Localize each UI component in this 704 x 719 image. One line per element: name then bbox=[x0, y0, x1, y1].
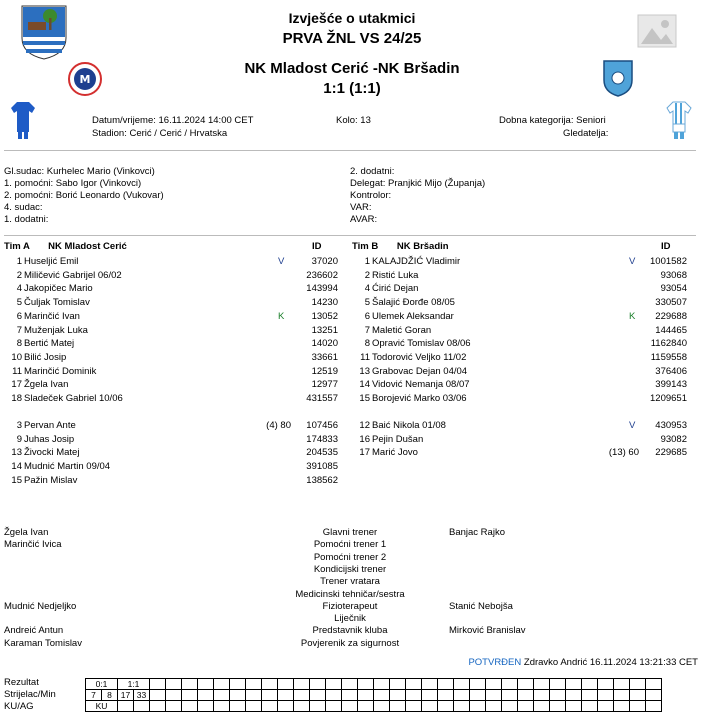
result-cell-empty bbox=[294, 679, 310, 690]
player-number: 11 bbox=[360, 351, 370, 363]
result-cell-empty bbox=[150, 679, 166, 690]
player-number: 5 bbox=[364, 297, 370, 309]
officials-line: Delegat: Pranjkić Mijo (Županja) bbox=[350, 178, 486, 189]
result-cell-empty bbox=[150, 690, 166, 701]
player-id: 1162840 bbox=[650, 338, 687, 350]
match-score: 1:1 (1:1) bbox=[323, 80, 381, 97]
result-cell-empty bbox=[358, 690, 374, 701]
result-cell-empty bbox=[150, 701, 166, 712]
staff-role: Medicinski tehničar/sestra bbox=[295, 588, 405, 600]
result-cell-empty bbox=[326, 701, 342, 712]
result-cell-empty bbox=[486, 701, 502, 712]
staff-role: Trener vratara bbox=[320, 576, 380, 588]
player-number: 6 bbox=[364, 310, 370, 322]
player-row bbox=[354, 351, 694, 364]
player-row bbox=[354, 365, 694, 378]
result-cell-empty bbox=[294, 701, 310, 712]
result-cell-empty bbox=[470, 690, 486, 701]
player-role-mark: V bbox=[278, 256, 285, 267]
player-id: 107456 bbox=[306, 420, 338, 431]
player-row bbox=[354, 378, 694, 391]
officials-line: 4. sudac: bbox=[4, 202, 43, 213]
player-id: 431557 bbox=[306, 393, 338, 404]
team-a-header bbox=[4, 241, 127, 253]
result-cell-empty bbox=[566, 690, 582, 701]
player-id: 391085 bbox=[306, 461, 338, 473]
result-cell-empty bbox=[486, 690, 502, 701]
match-round: Kolo: 13 bbox=[336, 115, 371, 126]
staff-away-name: Stanić Nebojša bbox=[449, 600, 513, 612]
result-cell: KU bbox=[86, 701, 118, 712]
player-id: 204535 bbox=[306, 447, 338, 459]
player-id: 93068 bbox=[660, 269, 687, 281]
player-name: Ulemek Aleksandar bbox=[372, 310, 454, 322]
result-cell-empty bbox=[518, 679, 534, 690]
player-row bbox=[6, 269, 346, 282]
result-cell-empty bbox=[454, 701, 470, 712]
result-cell-empty bbox=[374, 679, 390, 690]
result-cell-empty bbox=[646, 679, 662, 690]
match-datetime: Datum/vrijeme: 16.11.2024 14:00 CET bbox=[92, 115, 254, 126]
result-cell-empty bbox=[390, 679, 406, 690]
player-id: 12977 bbox=[311, 379, 338, 391]
player-name: Todorović Veljko 11/02 bbox=[372, 351, 467, 363]
player-name: Pervan Ante bbox=[24, 420, 76, 431]
confirmation-text: Zdravko Andrić 16.11.2024 13:21:33 CET bbox=[523, 657, 698, 668]
player-number: 4 bbox=[16, 283, 22, 295]
result-cell-empty bbox=[118, 701, 134, 712]
sub-row bbox=[6, 460, 346, 473]
player-number: 8 bbox=[364, 338, 370, 350]
result-cell-empty bbox=[390, 701, 406, 712]
staff-home-name: Andreić Antun bbox=[4, 625, 64, 637]
player-row bbox=[354, 255, 694, 268]
result-cell: 1:1 bbox=[118, 679, 150, 690]
result-cell-empty bbox=[198, 701, 214, 712]
player-number: 1 bbox=[364, 256, 370, 267]
player-number: 3 bbox=[16, 420, 22, 431]
player-id: 1001582 bbox=[650, 256, 687, 267]
result-cell-empty bbox=[454, 690, 470, 701]
player-number: 15 bbox=[11, 474, 22, 486]
player-name: Grabovac Dejan 04/04 bbox=[372, 365, 468, 377]
player-number: 16 bbox=[359, 433, 370, 445]
player-name: Juhas Josip bbox=[24, 433, 75, 445]
player-name: Huseljić Emil bbox=[24, 256, 79, 267]
player-name: Ćirić Dejan bbox=[372, 283, 419, 295]
result-cell: 33 bbox=[134, 690, 150, 701]
result-cell-empty bbox=[438, 679, 454, 690]
player-name: Marić Jovo bbox=[372, 447, 418, 459]
result-cell-empty bbox=[262, 679, 278, 690]
result-cell-empty bbox=[230, 701, 246, 712]
result-cell-empty bbox=[374, 701, 390, 712]
player-id: 33661 bbox=[311, 351, 338, 363]
player-id: 37020 bbox=[311, 256, 338, 267]
staff-home-name: Marinčić Ivica bbox=[4, 539, 62, 551]
result-cell-empty bbox=[278, 679, 294, 690]
result-cell-empty bbox=[166, 701, 182, 712]
result-cell-empty bbox=[342, 701, 358, 712]
team-b-label: Tim B bbox=[352, 241, 379, 252]
result-cell-empty bbox=[518, 701, 534, 712]
result-cell-empty bbox=[406, 690, 422, 701]
result-cell-empty bbox=[310, 701, 326, 712]
staff-role: Glavni trener bbox=[322, 527, 378, 538]
spectators: Gledatelja: bbox=[563, 128, 609, 139]
result-cell-empty bbox=[198, 679, 214, 690]
player-name: Ristić Luka bbox=[372, 269, 419, 281]
player-id: 13052 bbox=[311, 310, 338, 322]
result-cell-empty bbox=[566, 701, 582, 712]
player-role-mark: K bbox=[278, 310, 285, 322]
player-row bbox=[354, 282, 694, 295]
player-id: 13251 bbox=[311, 324, 338, 336]
player-number: 4 bbox=[364, 283, 370, 295]
player-number: 10 bbox=[11, 351, 22, 363]
staff-role: Povjerenik za sigurnost bbox=[300, 637, 400, 649]
result-cell-empty bbox=[550, 690, 566, 701]
player-row bbox=[354, 392, 694, 405]
result-cell-empty bbox=[630, 701, 646, 712]
result-cell-empty bbox=[470, 701, 486, 712]
staff-home-name: Karaman Tomislav bbox=[4, 637, 82, 649]
result-cell-empty bbox=[438, 690, 454, 701]
team-separator: - bbox=[372, 60, 378, 77]
result-cell-empty bbox=[342, 690, 358, 701]
result-cell-empty bbox=[278, 690, 294, 701]
player-name: Borojević Marko 03/06 bbox=[372, 393, 467, 404]
player-name: Marinčić Dominik bbox=[24, 365, 97, 377]
result-cell: 8 bbox=[102, 690, 118, 701]
player-row bbox=[6, 310, 346, 323]
divider bbox=[4, 235, 696, 236]
player-row bbox=[6, 378, 346, 391]
home-kit-icon bbox=[10, 100, 36, 140]
player-id: 93054 bbox=[660, 283, 687, 295]
staff-away-name: Mirković Branislav bbox=[449, 625, 526, 637]
officials-line: 1. pomoćni: Sabo Igor (Vinkovci) bbox=[4, 178, 142, 189]
confirmation bbox=[468, 657, 698, 669]
result-cell-empty bbox=[582, 690, 598, 701]
result-cell-empty bbox=[502, 690, 518, 701]
staff-home-name: Mudnić Nedjeljko bbox=[4, 600, 77, 612]
result-cell-empty bbox=[614, 701, 630, 712]
player-row bbox=[6, 351, 346, 364]
player-name: Vidović Nemanja 08/07 bbox=[372, 379, 470, 391]
staff-role: Kondicijski trener bbox=[313, 563, 387, 575]
officials-line: Kontrolor: bbox=[350, 190, 392, 201]
result-cell-empty bbox=[486, 679, 502, 690]
result-cell-empty bbox=[134, 701, 150, 712]
player-number: 9 bbox=[16, 433, 22, 445]
home-team-name: NK Mladost Cerić bbox=[244, 60, 369, 77]
result-cell-empty bbox=[582, 701, 598, 712]
result-cell-empty bbox=[214, 690, 230, 701]
sub-row bbox=[6, 419, 346, 432]
report-title: Izvješće o utakmici bbox=[288, 10, 416, 26]
staff-role: Pomoćni trener 1 bbox=[313, 539, 387, 551]
result-cell-empty bbox=[534, 690, 550, 701]
staff-away-name: Banjac Rajko bbox=[449, 527, 505, 538]
sub-row bbox=[354, 419, 694, 432]
sub-row bbox=[354, 446, 694, 459]
stadium: Stadion: Cerić / Cerić / Hrvatska bbox=[92, 128, 228, 139]
player-name: Žgela Ivan bbox=[24, 379, 69, 391]
player-row bbox=[354, 269, 694, 282]
result-cell-empty bbox=[358, 701, 374, 712]
result-cell-empty bbox=[598, 701, 614, 712]
team-a-id-header: ID bbox=[312, 241, 322, 252]
result-cell-empty bbox=[630, 690, 646, 701]
player-number: 14 bbox=[11, 461, 22, 473]
result-cell-empty bbox=[566, 679, 582, 690]
result-cell-empty bbox=[310, 690, 326, 701]
result-cell-empty bbox=[422, 701, 438, 712]
result-row bbox=[86, 701, 662, 712]
player-id: 12519 bbox=[311, 365, 338, 377]
result-cell-empty bbox=[534, 679, 550, 690]
player-id: 229685 bbox=[655, 447, 687, 459]
officials-line: AVAR: bbox=[350, 214, 378, 225]
player-row bbox=[354, 310, 694, 323]
result-cell-empty bbox=[630, 679, 646, 690]
player-id: 174833 bbox=[306, 433, 338, 445]
player-id: 138562 bbox=[306, 474, 338, 486]
player-number: 11 bbox=[12, 365, 22, 377]
card-label: KU/AG bbox=[4, 701, 34, 712]
player-name: Marinčić Ivan bbox=[24, 310, 80, 322]
player-name: KALAJDŽIĆ Vladimir bbox=[372, 256, 461, 267]
result-cell: 17 bbox=[118, 690, 134, 701]
player-name: Jakopičec Mario bbox=[24, 283, 93, 295]
player-number: 5 bbox=[16, 297, 22, 309]
team-b-id-header: ID bbox=[661, 241, 671, 252]
player-row bbox=[6, 324, 346, 337]
player-number: 2 bbox=[16, 269, 22, 281]
away-team-name: NK Bršadin bbox=[377, 60, 460, 77]
result-cell-empty bbox=[598, 690, 614, 701]
result-cell-empty bbox=[262, 690, 278, 701]
result-cell-empty bbox=[470, 679, 486, 690]
result-cell-empty bbox=[406, 679, 422, 690]
player-name: Živocki Matej bbox=[24, 447, 80, 459]
competition-name: PRVA ŽNL VS 24/25 bbox=[282, 30, 422, 47]
player-row bbox=[6, 296, 346, 309]
confirmation-status: POTVRĐEN bbox=[468, 657, 522, 668]
result-cell-empty bbox=[262, 701, 278, 712]
result-cell-empty bbox=[422, 679, 438, 690]
player-row bbox=[354, 296, 694, 309]
result-cell-empty bbox=[182, 690, 198, 701]
result-cell-empty bbox=[246, 679, 262, 690]
staff-role: Predstavnik kluba bbox=[312, 625, 388, 637]
player-row bbox=[354, 337, 694, 350]
result-cell: 0:1 bbox=[86, 679, 118, 690]
result-grid bbox=[85, 678, 662, 712]
result-cell-empty bbox=[198, 690, 214, 701]
player-role-mark: K bbox=[629, 310, 636, 322]
player-row bbox=[6, 392, 346, 405]
result-cell-empty bbox=[598, 679, 614, 690]
result-cell-empty bbox=[422, 690, 438, 701]
result-cell-empty bbox=[390, 690, 406, 701]
team-b-header bbox=[352, 241, 449, 253]
result-cell-empty bbox=[246, 701, 262, 712]
team-b-name: NK Bršadin bbox=[396, 241, 449, 252]
player-number: 6 bbox=[16, 310, 22, 322]
result-cell-empty bbox=[646, 690, 662, 701]
player-name: Baić Nikola 01/08 bbox=[372, 420, 446, 431]
player-row bbox=[6, 337, 346, 350]
player-number: 14 bbox=[359, 379, 370, 391]
staff-home-name: Žgela Ivan bbox=[4, 527, 49, 538]
result-cell-empty bbox=[502, 679, 518, 690]
player-name: Pejin Dušan bbox=[372, 433, 424, 445]
result-cell-empty bbox=[406, 701, 422, 712]
player-row bbox=[354, 324, 694, 337]
team-a-label: Tim A bbox=[4, 241, 30, 252]
player-name: Opravić Tomislav 08/06 bbox=[372, 338, 471, 350]
player-number: 2 bbox=[364, 269, 370, 281]
staff-role: Pomoćni trener 2 bbox=[313, 551, 387, 563]
result-cell-empty bbox=[166, 690, 182, 701]
result-row bbox=[86, 679, 662, 690]
staff-role: Fizioterapeut bbox=[322, 600, 378, 612]
officials-line: Gl.sudac: Kurhelec Mario (Vinkovci) bbox=[4, 166, 155, 177]
result-cell-empty bbox=[550, 679, 566, 690]
result-cell-empty bbox=[230, 690, 246, 701]
svg-text:M: M bbox=[79, 73, 91, 86]
scorer-label: Strijelac/Min bbox=[4, 689, 56, 700]
sub-row bbox=[354, 433, 694, 446]
away-kit-icon bbox=[666, 100, 692, 140]
sub-row bbox=[6, 446, 346, 459]
result-cell-empty bbox=[518, 690, 534, 701]
result-cell: 7 bbox=[86, 690, 102, 701]
result-cell-empty bbox=[342, 679, 358, 690]
result-cell-empty bbox=[182, 679, 198, 690]
player-id: 1159558 bbox=[650, 351, 687, 363]
player-id: 236602 bbox=[306, 269, 338, 281]
result-cell-empty bbox=[326, 690, 342, 701]
player-number: 1 bbox=[16, 256, 22, 267]
result-cell-empty bbox=[326, 679, 342, 690]
player-role-mark: V bbox=[629, 420, 636, 431]
player-id: 430953 bbox=[655, 420, 687, 431]
player-number: 13 bbox=[11, 447, 22, 459]
result-cell-empty bbox=[214, 679, 230, 690]
result-cell-empty bbox=[214, 701, 230, 712]
match-teams bbox=[0, 60, 704, 77]
player-id: 14230 bbox=[311, 297, 338, 309]
player-id: 144465 bbox=[655, 324, 687, 336]
player-name: Miličević Gabrijel 06/02 bbox=[24, 269, 122, 281]
player-id: 330507 bbox=[655, 297, 687, 309]
officials-line: 1. dodatni: bbox=[4, 214, 49, 225]
player-number: 17 bbox=[359, 447, 370, 459]
player-name: Bilić Josip bbox=[24, 351, 67, 363]
player-name: Muženjak Luka bbox=[24, 324, 88, 336]
team-a-name: NK Mladost Cerić bbox=[48, 241, 127, 252]
result-cell-empty bbox=[438, 701, 454, 712]
player-row bbox=[6, 365, 346, 378]
player-id: 399143 bbox=[655, 379, 687, 391]
result-cell-empty bbox=[646, 701, 662, 712]
age-category: Dobna kategorija: Seniori bbox=[499, 115, 606, 126]
player-name: Šalajić Đorđe 08/05 bbox=[372, 297, 455, 309]
result-label: Rezultat bbox=[4, 677, 39, 688]
result-cell-empty bbox=[230, 679, 246, 690]
result-cell-empty bbox=[582, 679, 598, 690]
player-number: 7 bbox=[364, 324, 370, 336]
result-cell-empty bbox=[534, 701, 550, 712]
player-name: Mudnić Martin 09/04 bbox=[24, 461, 111, 473]
staff-role: Liječnik bbox=[334, 613, 366, 625]
player-name: Čuljak Tomislav bbox=[24, 297, 90, 309]
player-name: Bertić Matej bbox=[24, 338, 75, 350]
player-name: Maletić Goran bbox=[372, 324, 432, 336]
player-number: 17 bbox=[11, 379, 22, 391]
substitution-info: (13) 60 bbox=[608, 447, 639, 459]
player-id: 229688 bbox=[655, 310, 687, 322]
result-cell-empty bbox=[166, 679, 182, 690]
result-cell-empty bbox=[550, 701, 566, 712]
sub-row bbox=[6, 433, 346, 446]
officials-left bbox=[4, 166, 164, 226]
result-cell-empty bbox=[358, 679, 374, 690]
sub-row bbox=[6, 474, 346, 487]
result-cell-empty bbox=[502, 701, 518, 712]
player-number: 15 bbox=[359, 393, 370, 404]
player-name: Pažin Mislav bbox=[24, 474, 78, 486]
player-row bbox=[6, 282, 346, 295]
substitution-info: (4) 80 bbox=[266, 420, 291, 431]
player-id: 143994 bbox=[306, 283, 338, 295]
player-id: 14020 bbox=[311, 338, 338, 350]
result-cell-empty bbox=[246, 690, 262, 701]
result-cell-empty bbox=[294, 690, 310, 701]
player-number: 7 bbox=[16, 324, 22, 336]
result-cell-empty bbox=[182, 701, 198, 712]
result-cell-empty bbox=[614, 679, 630, 690]
result-cell-empty bbox=[374, 690, 390, 701]
player-id: 376406 bbox=[655, 365, 687, 377]
result-cell-empty bbox=[310, 679, 326, 690]
result-cell-empty bbox=[454, 679, 470, 690]
player-id: 1209651 bbox=[650, 393, 687, 404]
player-row bbox=[6, 255, 346, 268]
player-number: 8 bbox=[16, 338, 22, 350]
result-cell-empty bbox=[278, 701, 294, 712]
officials-right bbox=[350, 166, 485, 226]
officials-line: VAR: bbox=[350, 202, 372, 213]
officials-line: 2. pomoćni: Borić Leonardo (Vukovar) bbox=[4, 190, 164, 201]
player-id: 93082 bbox=[660, 433, 687, 445]
player-role-mark: V bbox=[629, 256, 636, 267]
divider bbox=[4, 150, 696, 151]
player-number: 18 bbox=[11, 393, 22, 404]
result-cell-empty bbox=[614, 690, 630, 701]
officials-line: 2. dodatni: bbox=[350, 166, 395, 177]
player-name: Sladeček Gabriel 10/06 bbox=[24, 393, 123, 404]
player-number: 12 bbox=[359, 420, 370, 431]
result-row bbox=[86, 690, 662, 701]
player-number: 13 bbox=[359, 365, 370, 377]
